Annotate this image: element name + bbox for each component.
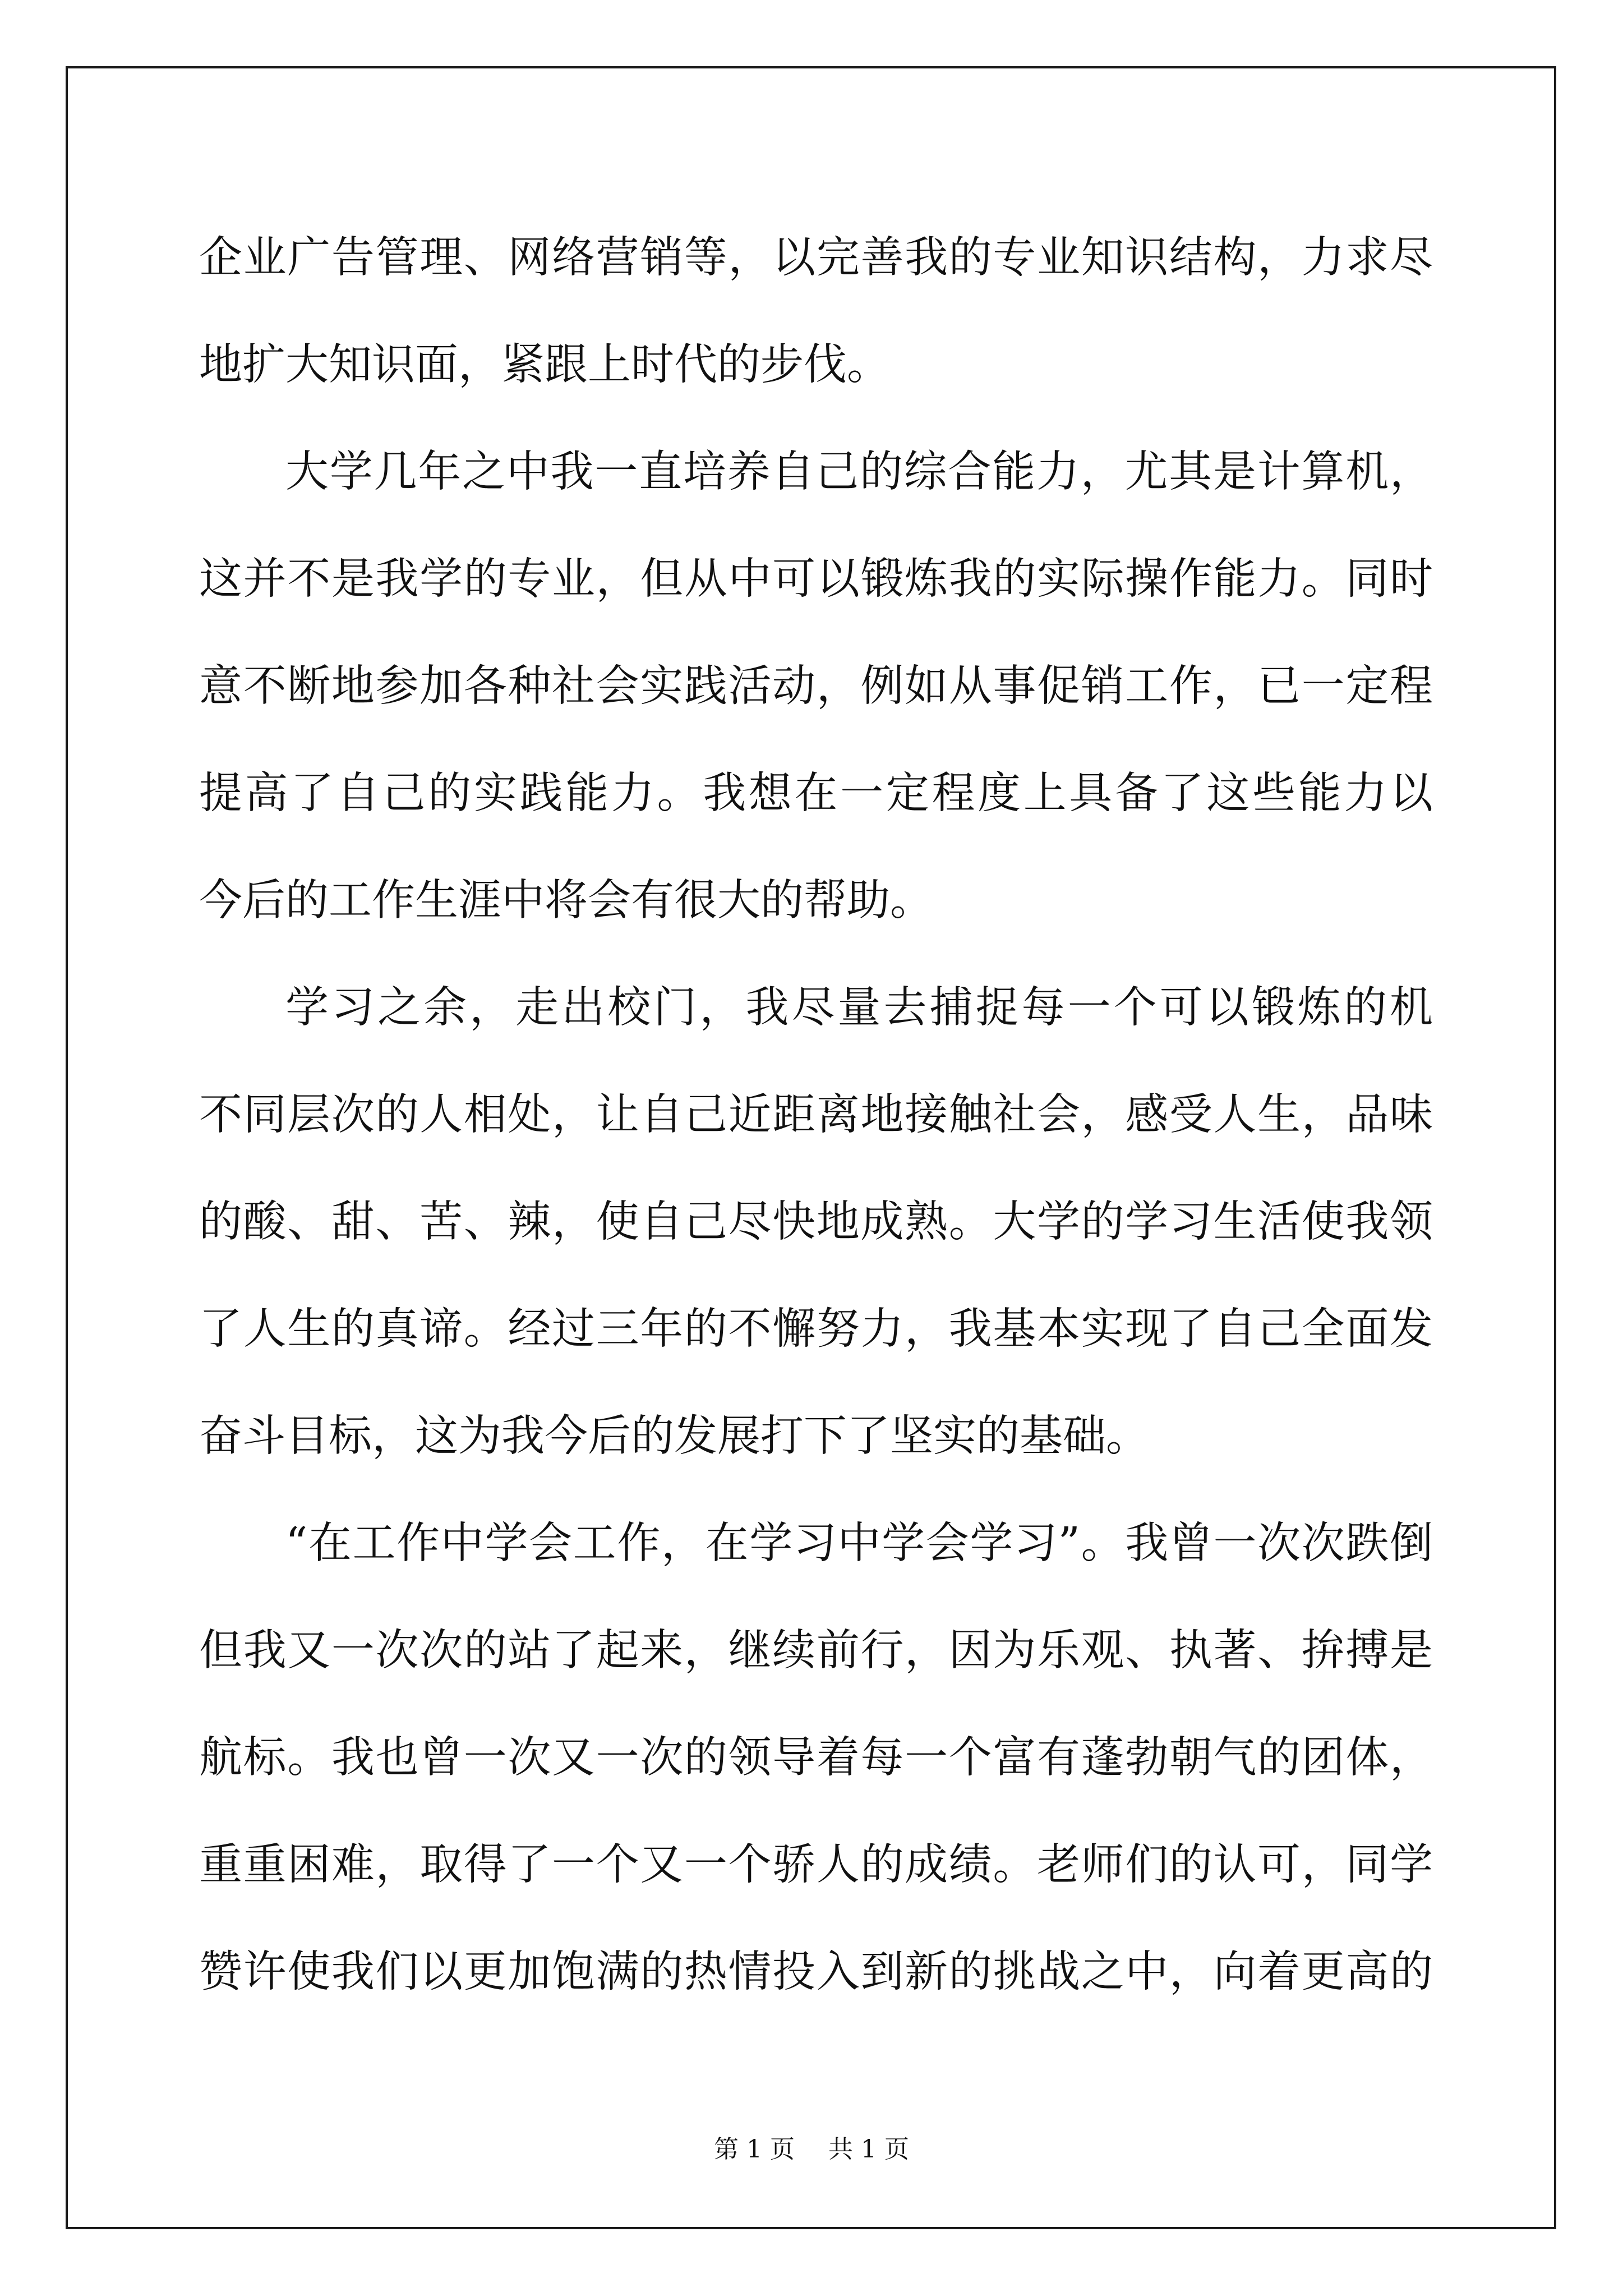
text-line-16: 重重困难，取得了一个又一个骄人的成绩。老师们的认可，同学 xyxy=(199,1840,1433,1890)
page-footer xyxy=(0,2129,1623,2165)
text-line-2: 地扩大知识面，紧跟上时代的步伐。 xyxy=(199,340,890,390)
page-number: 第 1 页 xyxy=(714,2135,795,2164)
text-line-7: 今后的工作生涯中将会有很大的帮助。 xyxy=(199,876,933,926)
text-line-6: 提高了自己的实践能力。我想在一定程度上具备了这些能力以 xyxy=(199,769,1433,818)
document-body xyxy=(199,204,1433,2026)
page-total: 共 1 页 xyxy=(828,2135,909,2164)
text-line-4: 这并不是我学的专业，但从中可以锻炼我的实际操作能力。同时 xyxy=(199,554,1433,604)
text-line-11: 了人生的真谛。经过三年的不懈努力，我基本实现了自己全面发 xyxy=(199,1304,1433,1354)
text-line-12: 奋斗目标，这为我今后的发展打下了坚实的基础。 xyxy=(199,1411,1149,1461)
text-line-1: 企业广告管理、网络营销等，以完善我的专业知识结构，力求尽 xyxy=(199,233,1433,283)
text-line-10: 的酸、甜、苦、辣，使自己尽快地成熟。大学的学习生活使我领 xyxy=(199,1197,1433,1247)
text-line-3: 大学几年之中我一直培养自己的综合能力，尤其是计算机， xyxy=(285,447,1433,497)
text-line-8: 学习之余，走出校门，我尽量去捕捉每一个可以锻炼的机 xyxy=(285,983,1433,1033)
text-line-9: 不同层次的人相处，让自己近距离地接触社会，感受人生，品味 xyxy=(199,1090,1433,1140)
text-line-5: 意不断地参加各种社会实践活动，例如从事促销工作，已一定程 xyxy=(199,661,1433,711)
text-line-17: 赞许使我们以更加饱满的热情投入到新的挑战之中，向着更高的 xyxy=(199,1947,1433,1997)
text-line-15: 航标。我也曾一次又一次的领导着每一个富有蓬勃朝气的团体， xyxy=(199,1733,1433,1783)
text-line-14: 但我又一次次的站了起来，继续前行，因为乐观、执著、拚搏是 xyxy=(199,1626,1433,1676)
text-line-13: “在工作中学会工作，在学习中学会学习”。我曾一次次跌倒 xyxy=(285,1519,1433,1568)
